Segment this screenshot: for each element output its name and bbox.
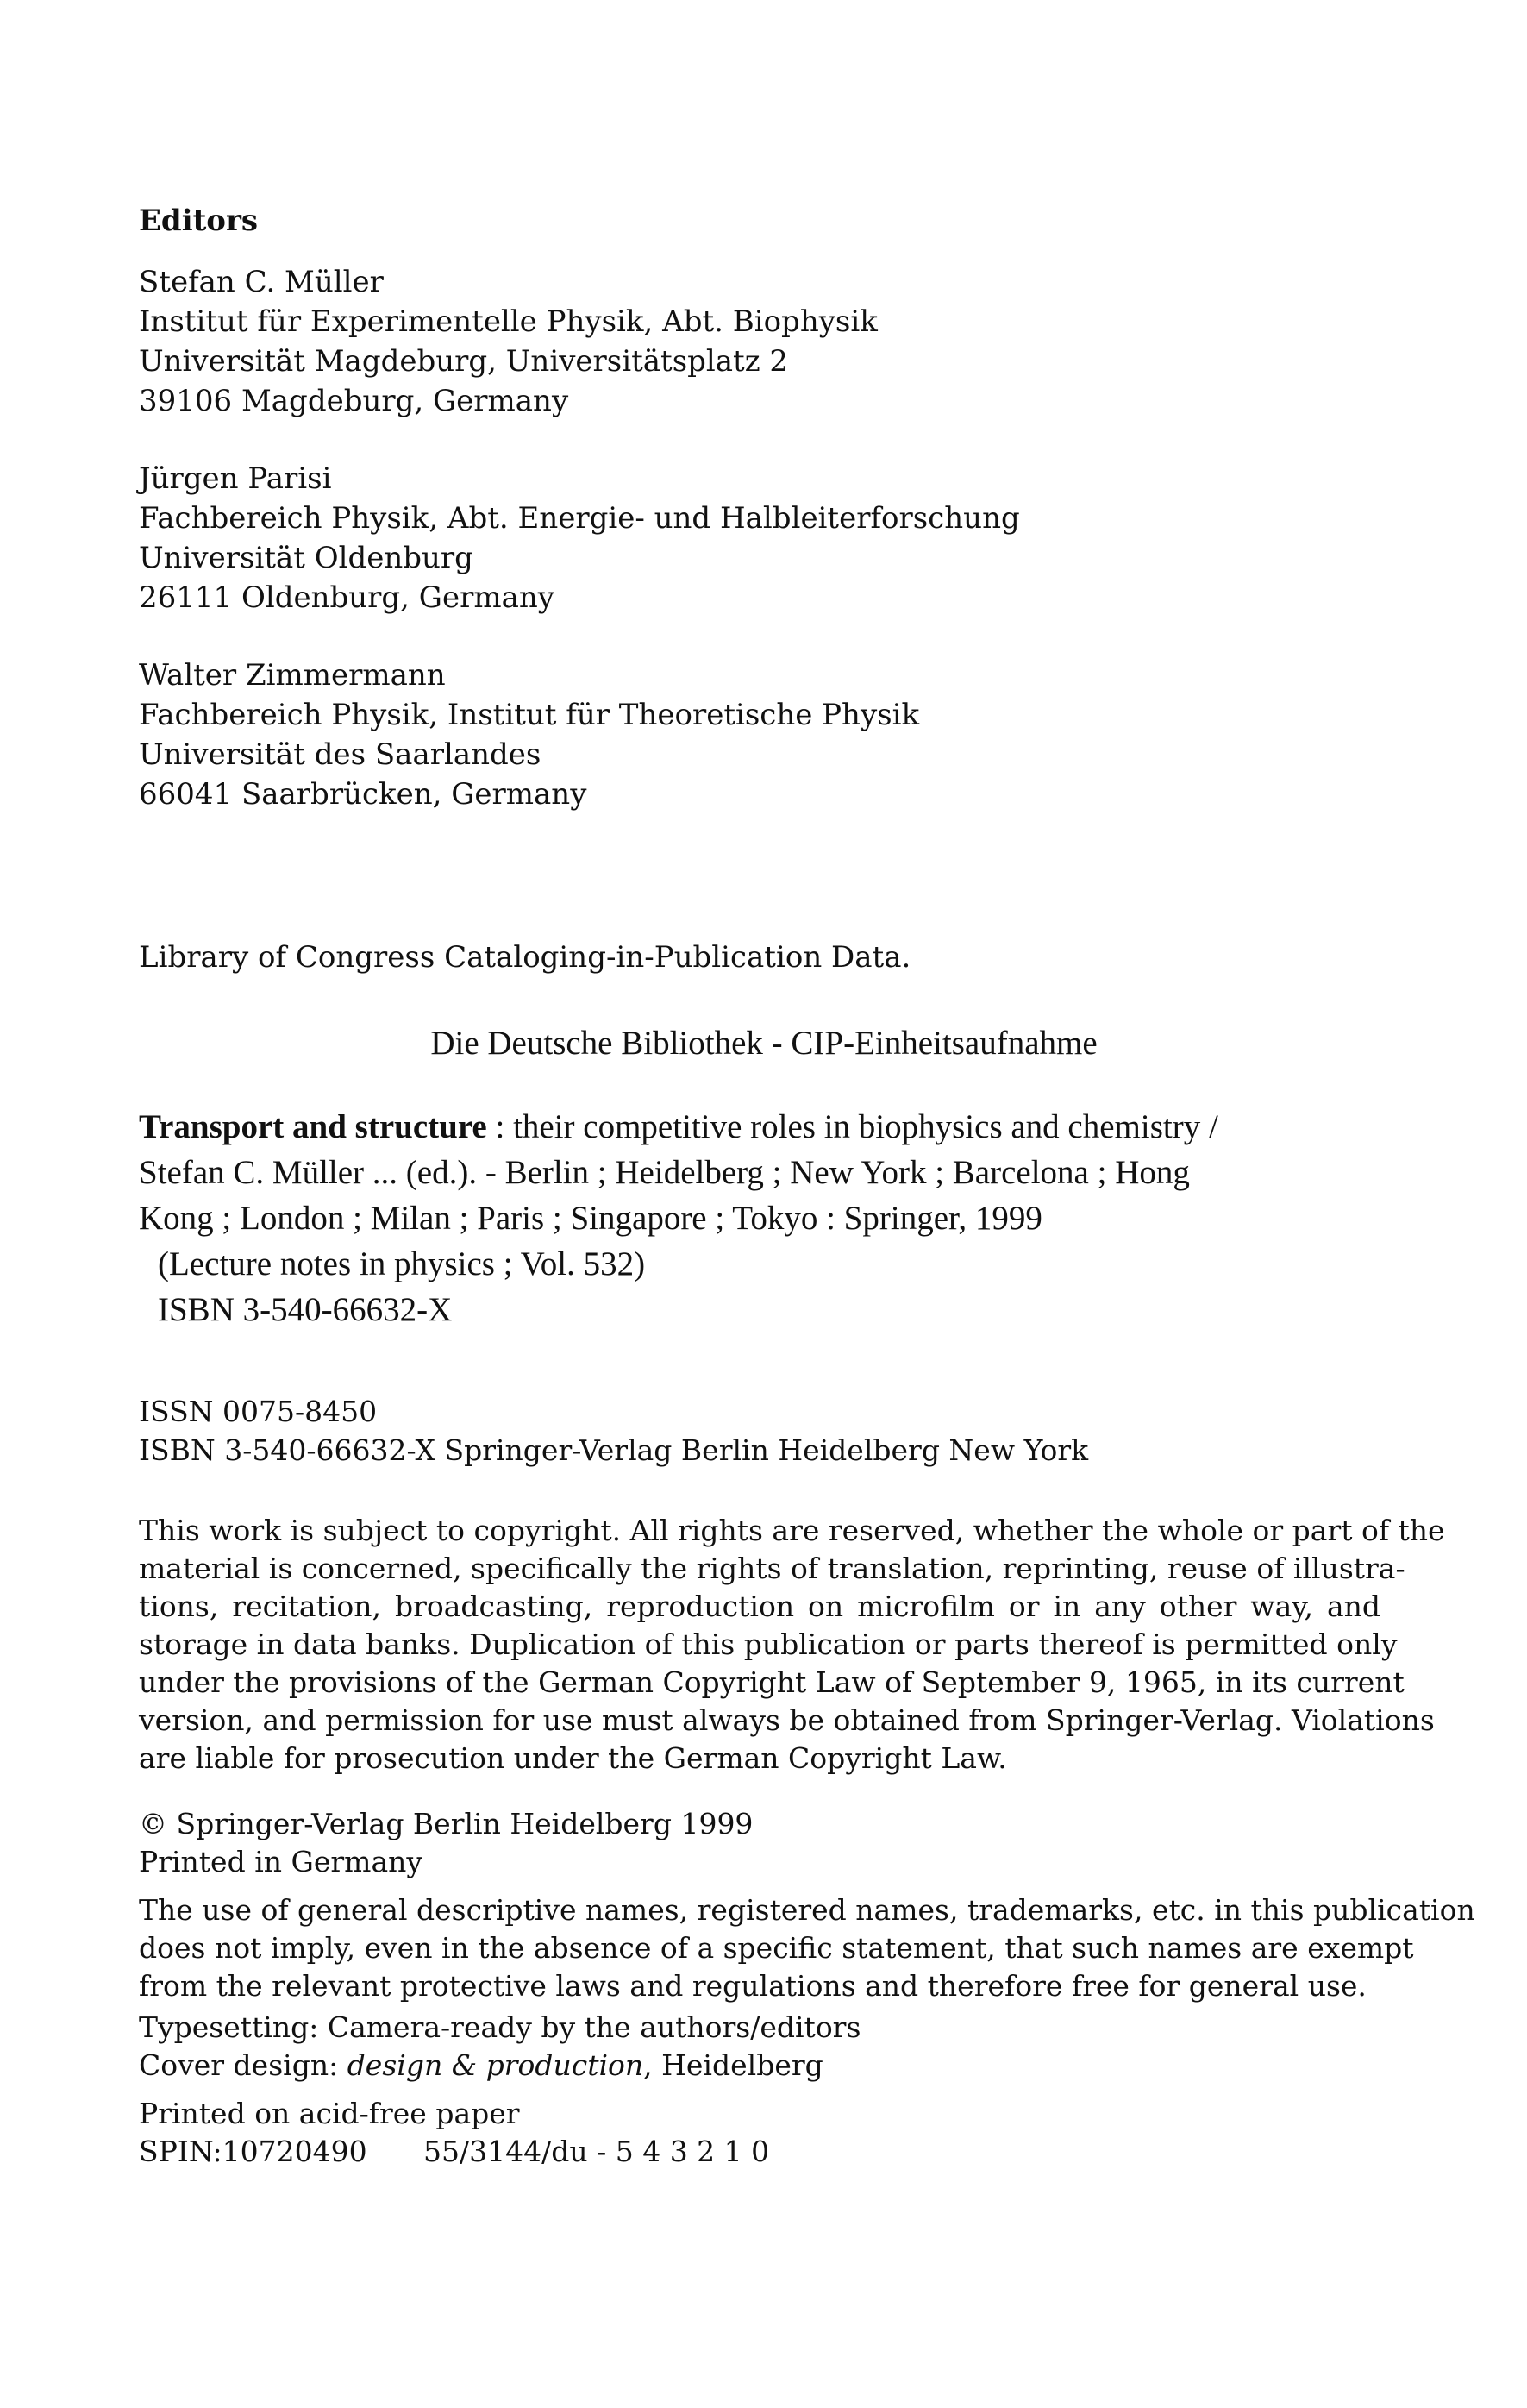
editor-address: Universität Oldenburg — [139, 541, 473, 575]
paper-line: Printed on acid-free paper — [139, 2097, 520, 2130]
printed-in-line: Printed in Germany — [139, 1845, 423, 1878]
production-credits — [139, 2009, 1389, 2085]
cip-isbn-line: ISBN 3-540-66632-X — [158, 1291, 453, 1328]
editor-city: 39106 Magdeburg, Germany — [139, 384, 569, 418]
paragraph-line: material is concerned, specifically the rights of translation, reprinting, reuse of illustra- — [139, 1552, 1405, 1585]
trademark-notice — [139, 1891, 1475, 2005]
editor-affiliation: Fachbereich Physik, Abt. Energie- und Halbleiterforschung — [139, 501, 1020, 536]
editor-city: 26111 Oldenburg, Germany — [139, 580, 554, 615]
editor-affiliation: Institut für Experimentelle Physik, Abt. Biophysik — [139, 304, 878, 339]
copyright-line: © Springer-Verlag Berlin Heidelberg 1999 — [139, 1807, 754, 1840]
editor-affiliation: Fachbereich Physik, Institut für Theoretische Physik — [139, 698, 920, 732]
editor-address: Universität des Saarlandes — [139, 737, 541, 772]
editor-name: Walter Zimmermann — [139, 658, 446, 693]
spin-line — [139, 2133, 1389, 2171]
cover-design-place: , Heidelberg — [643, 2048, 823, 2082]
copyright-notice — [139, 1512, 1445, 1778]
cip-heading: Die Deutsche Bibliothek - CIP-Einheitsaufnahme — [430, 1025, 1098, 1062]
editor-name: Stefan C. Müller — [139, 265, 384, 299]
cip-entry-line — [139, 1104, 1398, 1150]
paragraph-line: tions, recitation, broadcasting, reproduction on microfilm or in any other way, and — [139, 1590, 1380, 1623]
cip-entry-line: Stefan C. Müller ... (ed.). - Berlin ; Heidelberg ; New York ; Barcelona ; Hong — [139, 1154, 1190, 1191]
cip-entry-line: Kong ; London ; Milan ; Paris ; Singapore ; Tokyo : Springer, 1999 — [139, 1200, 1042, 1237]
cip-entry — [139, 1104, 1398, 1333]
editors-heading: Editors — [139, 204, 259, 238]
spin-number: SPIN:10720490 — [139, 2135, 367, 2168]
print-run-code: 55/3144/du - 5 4 3 2 1 0 — [423, 2135, 770, 2168]
copyright-block — [139, 1805, 1389, 1881]
editor-address: Universität Magdeburg, Universitätsplatz 2 — [139, 344, 789, 379]
paragraph-line: are liable for prosecution under the German Copyright Law. — [139, 1741, 1007, 1775]
editor-entry — [139, 655, 1389, 814]
cip-series-line: (Lecture notes in physics ; Vol. 532) — [158, 1245, 646, 1282]
typesetting-line: Typesetting: Camera-ready by the authors/editors — [139, 2010, 861, 2044]
editor-city: 66041 Saarbrücken, Germany — [139, 777, 587, 812]
paragraph-line: The use of general descriptive names, registered names, trademarks, etc. in this publication — [139, 1893, 1475, 1927]
identifiers-block — [139, 1392, 1389, 1470]
paragraph-line: storage in data banks. Duplication of this publication or parts thereof is permitted only — [139, 1627, 1398, 1661]
paragraph-line: does not imply, even in the absence of a specific statement, that such names are exempt — [139, 1931, 1414, 1965]
paragraph-line: version, and permission for use must always be obtained from Springer-Verlag. Violations — [139, 1703, 1435, 1737]
print-info — [139, 2095, 1389, 2171]
cover-design-label: Cover design: — [139, 2048, 347, 2082]
cover-design-line — [139, 2047, 1389, 2085]
editor-name: Jürgen Parisi — [139, 461, 332, 496]
cover-design-credit: design & production — [347, 2048, 644, 2082]
issn-line: ISSN 0075-8450 — [139, 1395, 378, 1428]
paragraph-line: under the provisions of the German Copyright Law of September 9, 1965, in its current — [139, 1665, 1405, 1699]
loc-cataloging-line: Library of Congress Cataloging-in-Publication Data. — [139, 940, 911, 975]
isbn-line: ISBN 3-540-66632-X Springer-Verlag Berlin Heidelberg New York — [139, 1433, 1089, 1467]
cip-title: Transport and structure — [139, 1108, 487, 1145]
editor-entry — [139, 262, 1389, 421]
paragraph-line: This work is subject to copyright. All rights are reserved, whether the whole or part of the — [139, 1514, 1445, 1547]
editor-entry — [139, 459, 1389, 618]
cip-subtitle: : their competitive roles in biophysics and chemistry / — [486, 1108, 1218, 1145]
paragraph-line: from the relevant protective laws and regulations and therefore free for general use. — [139, 1969, 1367, 2003]
